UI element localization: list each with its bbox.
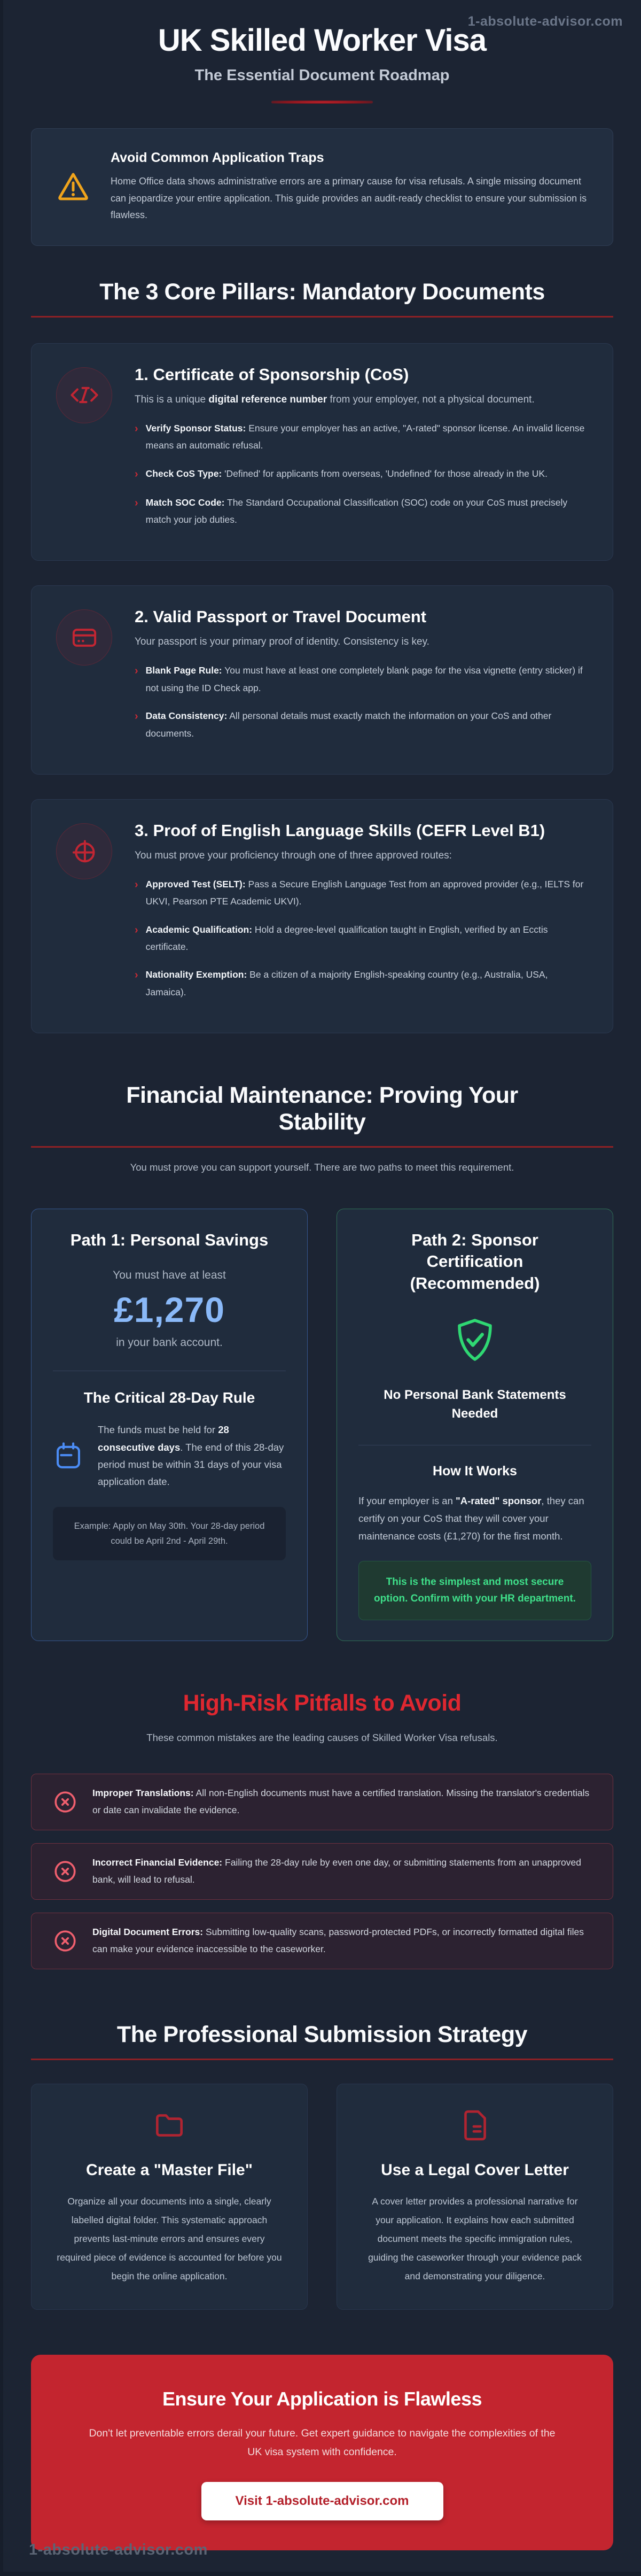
pillar-title: 1. Certificate of Sponsorship (CoS) [135, 365, 409, 384]
recommended-note: This is the simplest and most secure option. Confirm with your HR department. [358, 1561, 591, 1620]
pitfall-item-translations: Improper Translations: All non-English documents must have a certified translation. Missing the translator's credentials or date can invalidate the evidence. [31, 1774, 613, 1830]
section-divider [31, 2059, 613, 2060]
financial-heading: Financial Maintenance: Proving Your Stability [126, 1082, 518, 1135]
pillar-bullet-list [135, 420, 588, 529]
savings-amount: £1,270 [114, 1290, 225, 1330]
site-watermark-top: 1-absolute-advisor.com [467, 14, 623, 29]
path2-badge: No Personal Bank Statements Needed [384, 1387, 566, 1421]
pillar-intro: Your passport is your primary proof of identity. Consistency is key. [135, 636, 429, 648]
list-item: › Academic Qualification: Hold a degree-level qualification taught in English, verified by an Ecctis certificate. [135, 921, 588, 956]
code-icon [56, 367, 112, 423]
hero-divider [271, 100, 373, 104]
pillars-heading: The 3 Core Pillars: Mandatory Documents [99, 279, 545, 305]
path2-sponsor-card [337, 1209, 613, 1641]
strategy-body: A cover letter provides a professional narrative for your application. It explains how each submitted document meets the specific immigration rules, guiding the caseworker through your evidence pack and demonstrating your diligence. [368, 2196, 582, 2282]
chevron-right-icon: › [135, 878, 138, 891]
id-card-icon [56, 609, 112, 666]
strategy-body: Organize all your documents into a single, clearly labelled digital folder. This systematic approach prevents last-minute errors and ensures every required piece of evidence is accounted for before you begin the online application. [57, 2196, 282, 2282]
cta-title: Ensure Your Application is Flawless [162, 2388, 482, 2410]
list-item: › Approved Test (SELT): Pass a Secure English Language Test from an approved provider (e.g., IELTS for UKVI, Pearson PTE Academic UKVI). [135, 876, 588, 910]
example-box: Example: Apply on May 30th. Your 28-day period could be April 2nd - April 29th. [53, 1507, 286, 1560]
chevron-right-icon: › [135, 969, 138, 981]
pillar-bullet-list [135, 876, 588, 1001]
warning-body: Home Office data shows administrative errors are a primary cause for visa refusals. A single missing document can jeopardize your entire application. This guide provides an audit-ready checklist to ensure your submission is flawless. [111, 176, 587, 220]
path1-caption: in your bank account. [116, 1336, 223, 1349]
pillar-card-passport [31, 585, 613, 775]
list-item: › Data Consistency: All personal details must exactly match the information on your CoS and other documents. [135, 707, 588, 742]
chevron-right-icon: › [135, 924, 138, 936]
how-it-works-title: How It Works [433, 1463, 517, 1479]
section-divider [31, 316, 613, 318]
shield-check-icon [358, 1318, 591, 1365]
cta-banner [31, 2355, 613, 2550]
globe-icon [56, 823, 112, 879]
path1-lead: You must have at least [113, 1269, 226, 1282]
rule-text: The funds must be held for 28 consecutive days. The end of this 28-day period must be within 31 days of your visa application date. [98, 1424, 284, 1488]
list-item: › Check CoS Type: 'Defined' for applicants from overseas, 'Undefined' for those already in the UK. [135, 465, 588, 483]
chevron-right-icon: › [135, 468, 138, 480]
how-it-works-text: If your employer is an "A-rated" sponsor, they can certify on your CoS that they will cover your maintenance costs (£1,270) for the first month. [358, 1495, 584, 1542]
strategy-title: Create a "Master File" [86, 2161, 253, 2179]
x-circle-icon [53, 1929, 77, 1953]
x-circle-icon [53, 1859, 77, 1884]
pillar-title: 2. Valid Passport or Travel Document [135, 607, 427, 626]
list-item: › Verify Sponsor Status: Ensure your employer has an active, "A-rated" sponsor license. An invalid license means an automatic refusal. [135, 420, 588, 454]
strategy-card-cover-letter [337, 2084, 613, 2310]
pillar-title: 3. Proof of English Language Skills (CEFR Level B1) [135, 821, 545, 840]
pillar-card-english [31, 799, 613, 1033]
chevron-right-icon: › [135, 665, 138, 677]
list-item: › Blank Page Rule: You must have at least one completely blank page for the visa vignette (entry sticker) if not using the ID Check app. [135, 662, 588, 697]
pitfall-item-financial: Incorrect Financial Evidence: Failing the 28-day rule by even one day, or submitting statements from an unapproved bank, will lead to refusal. [31, 1843, 613, 1900]
x-circle-icon [53, 1790, 77, 1814]
financial-subtitle: You must prove you can support yourself. There are two paths to meet this requirement. [130, 1162, 514, 1173]
pillar-bullet-list [135, 662, 588, 742]
warning-title: Avoid Common Application Traps [111, 150, 324, 165]
pitfall-item-digital: Digital Document Errors: Submitting low-quality scans, password-protected PDFs, or incorrectly formatted digital files can make your evidence inaccessible to the caseworker. [31, 1913, 613, 1969]
pillar-intro: This is a unique digital reference number from your employer, not a physical document. [135, 393, 535, 405]
pillar-card-cos [31, 343, 613, 561]
strategy-heading: The Professional Submission Strategy [116, 2021, 528, 2047]
chevron-right-icon: › [135, 422, 138, 435]
pitfalls-heading: High-Risk Pitfalls to Avoid [183, 1690, 462, 1716]
warning-triangle-icon [56, 170, 90, 204]
warning-callout [31, 128, 613, 246]
list-item: › Match SOC Code: The Standard Occupational Classification (SOC) code on your CoS must precisely match your job duties. [135, 494, 588, 529]
list-item: › Nationality Exemption: Be a citizen of a majority English-speaking country (e.g., Australia, USA, Jamaica). [135, 966, 588, 1001]
path1-savings-card [31, 1209, 308, 1641]
chevron-right-icon: › [135, 497, 138, 509]
rule-title: The Critical 28-Day Rule [83, 1389, 255, 1406]
strategy-card-master-file [31, 2084, 308, 2310]
strategy-title: Use a Legal Cover Letter [381, 2161, 569, 2179]
folder-icon [56, 2108, 283, 2143]
cta-body: Don't let preventable errors derail your future. Get expert guidance to navigate the complexities of the UK visa system with confidence. [89, 2427, 556, 2458]
document-icon [362, 2108, 588, 2143]
pitfalls-subtitle: These common mistakes are the leading causes of Skilled Worker Visa refusals. [146, 1731, 498, 1743]
chevron-right-icon: › [135, 710, 138, 723]
visit-site-button[interactable]: Visit 1-absolute-advisor.com [201, 2482, 443, 2520]
page-title: UK Skilled Worker Visa [158, 23, 487, 58]
pillar-intro: You must prove your proficiency through one of three approved routes: [135, 849, 452, 861]
site-watermark-bottom: 1-absolute-advisor.com [29, 2541, 208, 2559]
path2-title: Path 2: Sponsor Certification (Recommended) [410, 1231, 540, 1293]
section-divider [31, 1146, 613, 1148]
calendar-icon [53, 1441, 84, 1472]
page-subtitle: The Essential Document Roadmap [194, 67, 450, 84]
path1-title: Path 1: Personal Savings [70, 1231, 269, 1250]
